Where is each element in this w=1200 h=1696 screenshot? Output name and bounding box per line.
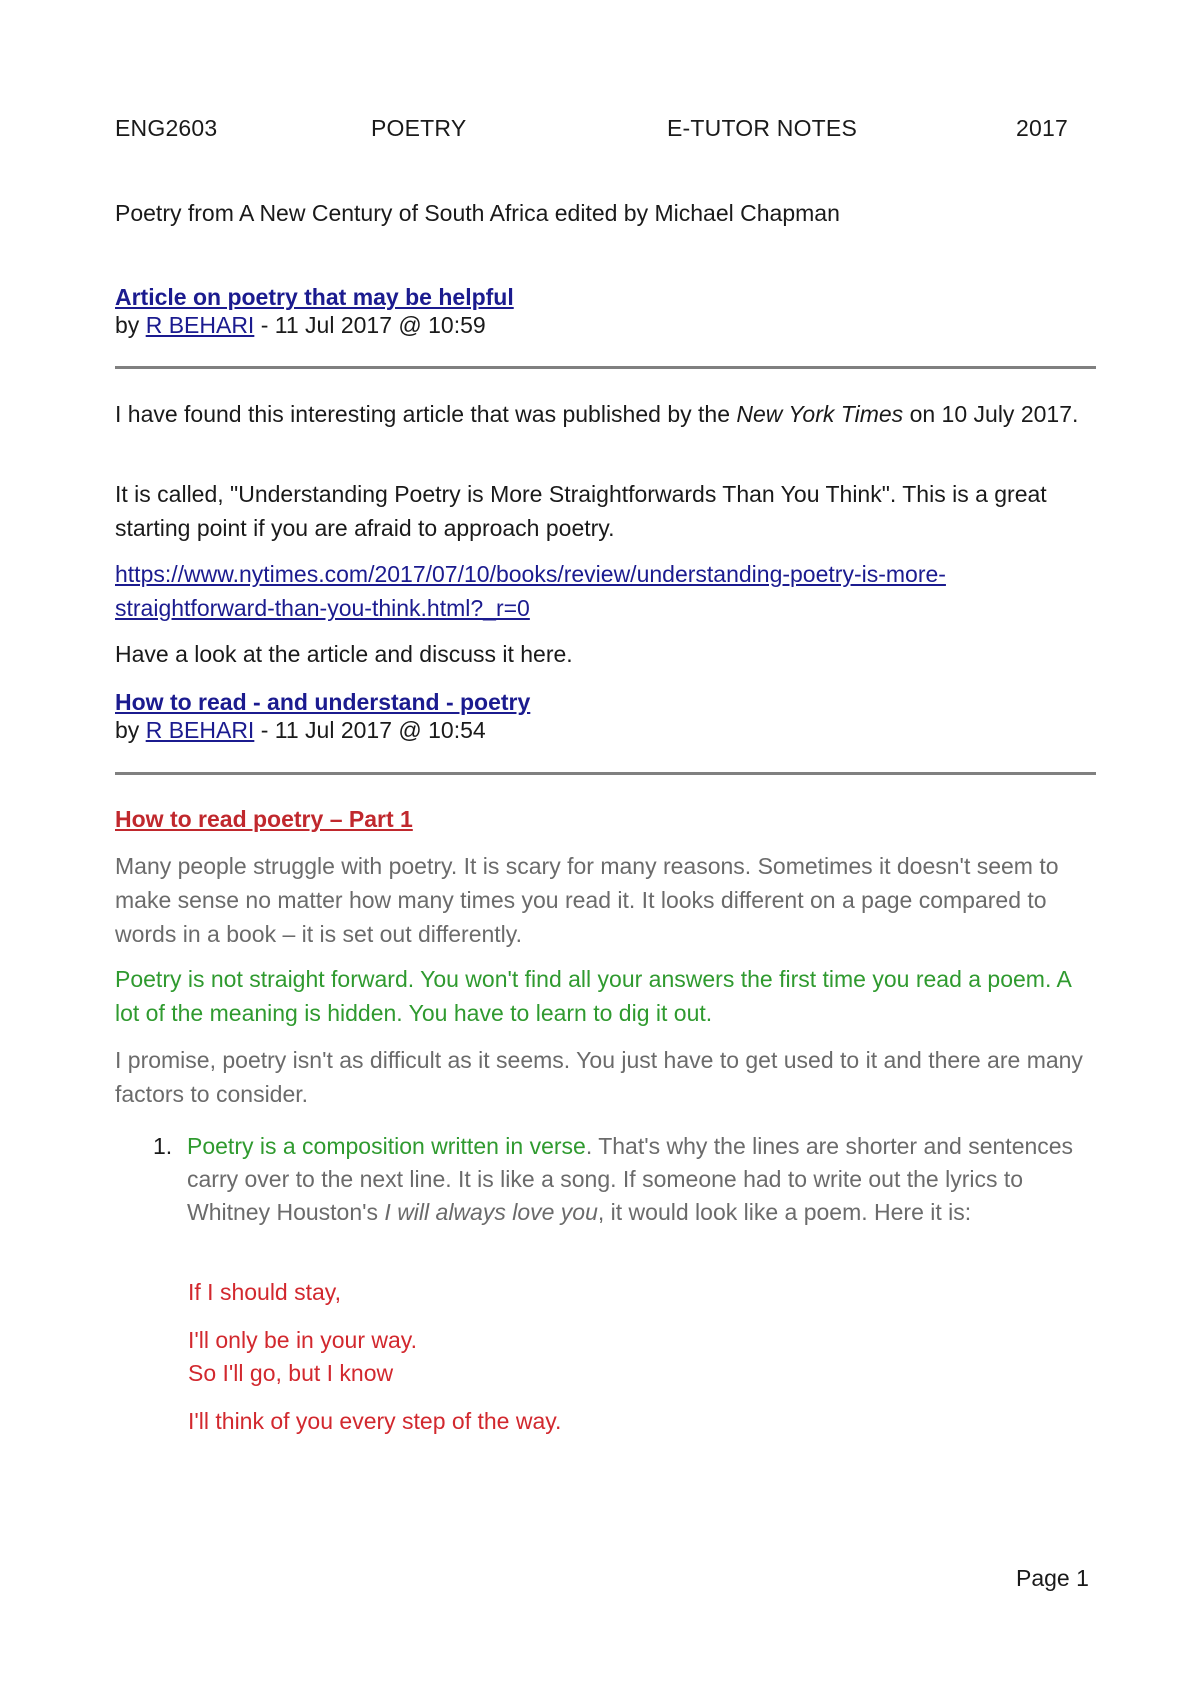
paragraph-text: I have found this interesting article that was published by the <box>115 401 737 427</box>
list-number: 1. <box>153 1133 173 1159</box>
article-link[interactable] <box>115 557 1095 625</box>
highlight-paragraph: Poetry is not straight forward. You won't find all your answers the first time you read a poem. A lot of the meaning is hidden. You have to learn to dig it out. <box>115 966 1071 1026</box>
post-title-article[interactable]: Article on poetry that may be helpful <box>115 284 514 310</box>
header-subject: POETRY <box>371 115 467 141</box>
list-item-highlight: Poetry is a composition written in verse <box>187 1133 586 1159</box>
intro-paragraph: I promise, poetry isn't as difficult as it seems. You just have to get used to it and there are many factors to consider. <box>115 1047 1083 1107</box>
post-byline <box>115 717 486 744</box>
post-paragraph <box>115 397 1095 431</box>
byline-by: by <box>115 312 140 338</box>
publication-name: New York Times <box>736 401 904 427</box>
section-heading: How to read poetry – Part 1 <box>115 806 413 832</box>
divider <box>115 366 1096 369</box>
post-date: - 11 Jul 2017 @ 10:59 <box>260 312 486 338</box>
verse-line: If I should stay, <box>188 1279 341 1305</box>
song-title: I will always love you <box>384 1199 598 1225</box>
list-item-text: , it would look like a poem. Here it is: <box>597 1199 972 1225</box>
author-link[interactable]: R BEHARI <box>145 717 255 743</box>
page-number: Page 1 <box>1016 1565 1089 1591</box>
divider <box>115 772 1096 775</box>
verse-line: I'll think of you every step of the way. <box>188 1408 562 1434</box>
post-paragraph: It is called, "Understanding Poetry is More Straightforwards Than You Think". This is a great starting point if you are afraid to approach poetry. <box>115 481 1047 541</box>
article-url-line-1[interactable]: https://www.nytimes.com/2017/07/10/books/review/understanding-poetry-is-more- <box>115 561 946 587</box>
paragraph-text: on 10 July 2017. <box>903 401 1079 427</box>
header-notes-title: E-TUTOR NOTES <box>667 115 858 141</box>
article-url-line-2[interactable]: straightforward-than-you-think.html?_r=0 <box>115 595 530 621</box>
header-year: 2017 <box>1016 115 1068 141</box>
byline-by: by <box>115 717 140 743</box>
post-date: - 11 Jul 2017 @ 10:54 <box>260 717 486 743</box>
header-course-code: ENG2603 <box>115 115 218 141</box>
intro-paragraph: Many people struggle with poetry. It is scary for many reasons. Sometimes it doesn't seem to make sense no matter how many times you read it. It looks different on a page compared to words in a book – it is set out differently. <box>115 853 1059 947</box>
verse-line: I'll only be in your way. <box>188 1327 417 1353</box>
list-item <box>187 1130 1087 1229</box>
author-link[interactable]: R BEHARI <box>145 312 255 338</box>
post-byline <box>115 312 486 339</box>
verse-line: So I'll go, but I know <box>188 1360 394 1386</box>
list-item-text: . That's why the lines are shorter and sentences carry over to the next line. It is like a song. If someone had to write out the lyrics to Whitney Houston's <box>187 1133 1074 1225</box>
post-paragraph: Have a look at the article and discuss it here. <box>115 641 573 667</box>
post-title-how-to-read[interactable]: How to read - and understand - poetry <box>115 689 531 715</box>
document-subtitle: Poetry from A New Century of South Africa edited by Michael Chapman <box>115 200 840 226</box>
